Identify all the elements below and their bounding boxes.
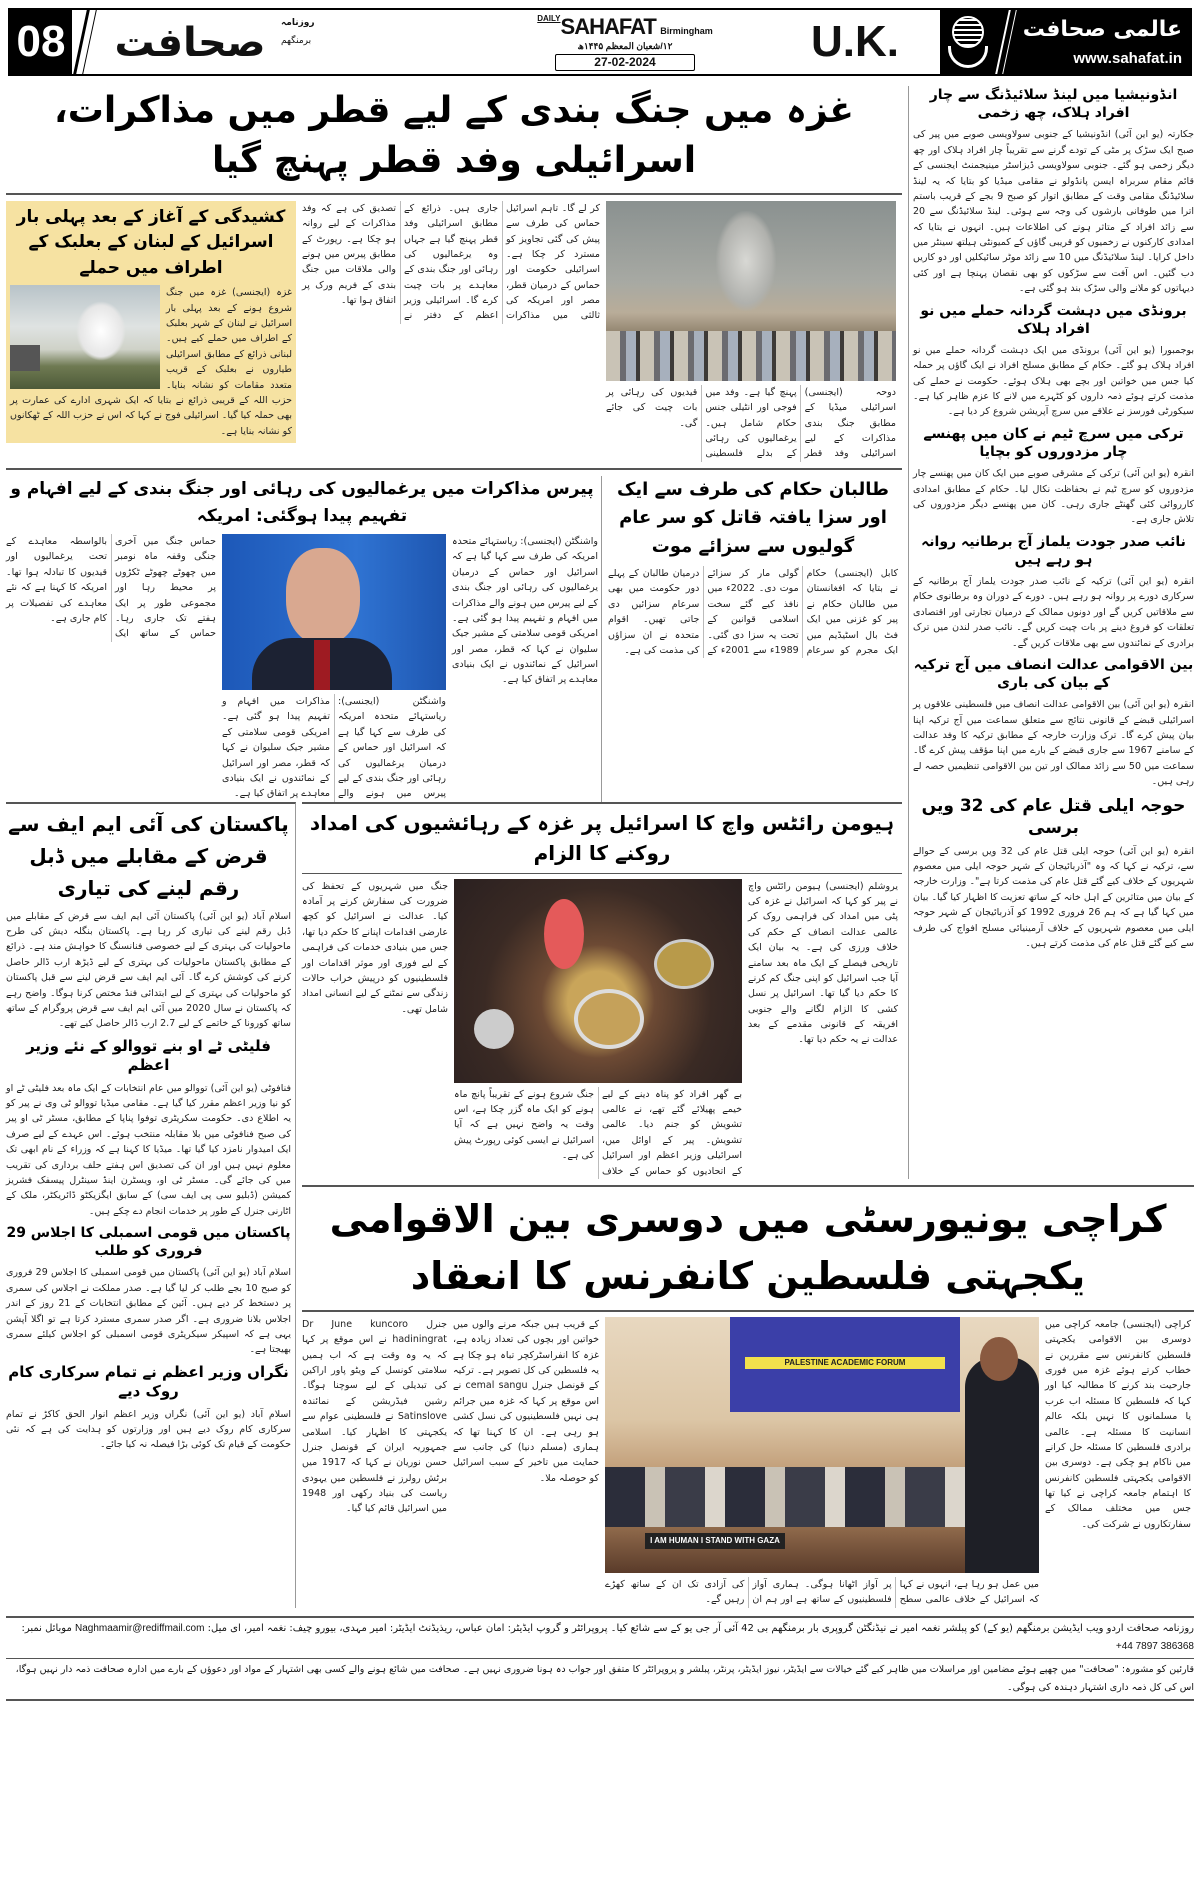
hrw-headline: ہیومن رائٹس واچ کا اسرائیل پر غزہ کے رہائشیوں کی امداد روکنے کا الزام [309, 810, 895, 865]
caretaker-headline: نگراں وزیر اعظم نے تمام سرکاری کام روک دیے [8, 1362, 289, 1401]
tuvalu-body: فنافوٹی (یو این آئی) تووالو میں عام انتخابات کے ایک ماہ بعد فلیٹی ٹے او کو نیا وزیر اعظم مقرر کیا گیا ہے۔ مقامی میڈیا تووالو ٹی وی نے پیر کو یہ اطلاع دی۔ حکومت سکریٹری توفوا پناپا کے مطابق، مسٹر ٹی او پیر کی صبح فنافوٹی میں بلا مقابلہ منتخب ہوئے۔ اس عہدے کے لیے صرف ایک امیدوار نامزد کیا گیا تھا۔ میڈیا کا کہنا ہے کہ وزراء کے نام ابھی تک معلوم نہیں ہیں اور ان کی تصدیق اس ہفتے حلف برداری کی تقریب میں کی جائے گی۔ مسٹر ٹی او، ویسٹرن اینڈ سینٹرل پیسفک فشریز کمیشن (ڈبلیو سی پی ایف سی) کے سابق ایگزیکٹو ڈائریکٹر، ملک کے اٹارنی جنرل کے طور پر خدمات انجام دے چکے ہیں۔ [6, 1082, 291, 1217]
article-body: بوجمبورا (یو این آئی) برونڈی میں ایک دہشت گردانہ حملے میں نو افراد ہلاک ہو گئے۔ حکام کے مطابق مسلح افراد نے ایک گاؤں پر حملہ کیا جس میں خواتین اور بچے بھی ہلاک ہوئے۔ حکومت نے حملے کی مذمت کرتے ہوئے ذمہ داروں کو کٹہرے میں لانے کا عزم ظاہر کیا ہے۔ سیکورٹی فورسز نے علاقے میں سرچ آپریشن شروع کر دیا ہے۔ [913, 344, 1194, 418]
article-body: جکارتہ (یو این آئی) انڈونیشیا کے جنوبی سولاویسی صوبے میں پیر کی صبح ایک سڑک پر مٹی کے تودے گرنے سے تقریباً چار افراد ہلاک اور چھ دیگر زخمی ہو گئے۔ جنوبی سولاویسی ڈیزاسٹر مینیجمنٹ ایجنسی کے قائم مقام سربراہ ایسن پانڈولو نے مقامی میڈیا کو بتایا کہ یہ لینڈ سلائیڈنگ مقامی وقت کے مطابق اتوار کو صبح 9 بجے کے قریب باستم اترا میں طوفانی بارشوں کی وجہ سے ہوئی۔ لینڈ سلائیڈنگ سے 20 سے زائد افراد کے متاثر ہونے کی اطلاعات ہیں۔ انہوں نے بتایا کہ امدادی کارکنوں نے زخمیوں کو قریبی گاؤں کے کمیونٹی ہیلتھ سینٹر میں داخل کرایا۔ لینڈ سلائیڈنگ میں 10 سے زائد موٹر سائیکلیں اور دو کاریں دب گئیں۔ اس آفت سے سڑکوں کو بھی نقصان پہنچا ہے اور کئی دیہاتوں کو ملانے والی سڑک بند ہو گئی ہے۔ [913, 129, 1194, 295]
divider [302, 873, 902, 874]
sullivan-photo [222, 534, 446, 690]
footer [6, 1616, 1194, 1701]
podium-text: I AM HUMAN I STAND WITH GAZA [645, 1533, 785, 1549]
hrw-columns [302, 879, 902, 1179]
email-link[interactable]: Naghmaamir@rediffmail.com [75, 1622, 205, 1634]
slash-decoration-right [995, 10, 1017, 74]
banner-text: PALESTINE ACADEMIC FORUM [745, 1357, 945, 1369]
main-story-body-2: دوحہ (ایجنسی) اسرائیلی میڈیا کے مطابق جنگ بندی مذاکرات کے لیے اسرائیلی وفد قطر پہنچ گیا ہے۔ وفد میں فوجی اور انٹیلی جنس حکام شامل ہیں۔ یرغمالیوں کی رہائی کے بدلے فلسطینی قیدیوں کی رہائی پر بات چیت کی جائے گی۔ [606, 386, 896, 460]
newspaper-page [6, 86, 1194, 1608]
edition-label: U.K. [811, 17, 899, 66]
karachi-headline: کراچی یونیورسٹی میں دوسری بین الاقوامی یکجہتی فلسطین کانفرنس کا انعقاد [329, 1196, 1167, 1298]
assembly-body: اسلام آباد (یو این آئی) پاکستان میں قومی اسمبلی کا اجلاس 29 فروری کو صبح 10 بجے طلب کر لیا گیا ہے۔ صدر مملکت نے اجلاس کی سمری پر دستخط کر دیے ہیں۔ آئین کے مطابق انتخابات کے 21 روز کے اندر اجلاس بلانا ضروری ہے۔ اگر صدر سمری مسترد کرتا ہے تو اگلا آپشن یہی ہے کہ اسپیکر سیکریٹری قومی اسمبلی کو اجلاس کیلئے سمری بھیجتا ہے۔ [6, 1267, 291, 1356]
imf-headline: پاکستان کی آئی ایم ایف سے قرض کے مقابلے میں ڈبل رقم لینے کی تیاری [8, 811, 289, 900]
hrw-body-right: یروشلم (ایجنسی) ہیومن رائٹس واچ نے پیر کو کہا کہ اسرائیل نے غزہ کی پٹی میں امداد کی فراہمی روک کر عالمی عدالت انصاف کے حکم کی خلاف ورزی کی ہے۔ یہ بیان ایک تاریخی فیصلے کے ایک ماہ بعد سامنے آیا جب اسرائیل کو اپنی جنگ کم کرنے کا حکم دیا گیا تھا۔ اسرائیل پر نسل کشی کا الزام لگانے والے جنوبی افریقہ کے قانونی مقدمے کے بعد عدالت نے یہ حکم دیا تھا۔ [748, 880, 898, 1046]
hrw-story [302, 802, 902, 1179]
hijri-date: ۱۲/شعبان المعظم ۱۴۴۵ھ [577, 41, 673, 51]
article-body: انقرہ (یو این آئی) ترکی کے مشرقی صوبے میں ایک کان میں پھنسے چار مزدوروں کو سرچ ٹیم نے بحفاظت نکال لیا۔ حکام کے مطابق امدادی کارروائی کئی گھنٹے جاری رہی۔ کان میں پھنسے دیگر مزدوروں کی تلاش جاری ہے۔ [913, 468, 1194, 526]
masthead-title: SAHAFAT [560, 14, 656, 39]
website-link[interactable]: www.sahafat.in [1073, 50, 1182, 67]
tuvalu-headline: فلیٹی ٹے او بنے تووالو کے نئے وزیر اعظم [26, 1036, 271, 1075]
row-one [6, 201, 902, 462]
article-body: انقرہ (یو این آئی) حوجہ ایلی قتل عام کی 32 ویں برسی کے حوالے سے، ترکیہ نے کہا کہ وہ "آذربائیجان کے شہر حوجہ ایلی میں معصوم شہریوں کے خلاف کیے گئے قتل عام کی مذمت کرتا ہے"۔ وزارت خارجہ کے بیان میں متاثرین کے اہل خانہ کے ساتھ تعزیت کا اظہار کیا گیا۔ بیان میں کہا گیا ہے کہ ہم 26 فروری 1992 کو آذربائیجان کے شہر حوجہ ایلی میں معصوم شہریوں کے خلاف آرمینیائی مسلح افواج کی طرف سے کیے گئے قتل عام کی مذمت کرتے ہیں۔ [913, 845, 1195, 949]
karachi-body-left: جنرل Dr June kuncoro hadiningrat نے اس موقع پر کہا کہ یہ وہ وقت ہے کہ اب ہمیں سلامتی کونسل کے ویٹو پاور اراکین کی تبدیلی کے لیے سوچنا ہوگا۔ رشین فیڈریشن کے نمائندہ Satinslove نے فلسطینی عوام سے یکجہتی کا اظہار کیا۔ اسلامی جمہوریہ ایران کے قونصل جنرل حسن نوریان نے کہا کہ 1917 میں برٹش رولرز نے فلسطین میں یہودی ریاست کی بنیاد رکھی اور 1948 میں اسرائیل قائم کیا گیا۔ [302, 1318, 448, 1515]
assembly-headline: پاکستان میں قومی اسمبلی کا اجلاس 29 فروری کو طلب [6, 1225, 291, 1260]
imf-body: اسلام آباد (یو این آئی) پاکستان آئی ایم ایف سے قرض کے مقابلے میں ڈبل رقم لینے کی تیاری کر رہا ہے۔ پاکستان بنگلہ دیش کی طرح ماحولیات کی بہتری کے لیے خصوصی فنانسنگ کا خواہش مند ہے۔ ذرائع کے مطابق پاکستان ماحولیات کی بہتری کے لیے ڈیڑھ ارب ڈالر حاصل کرنے کی کوشش کرے گا۔ آئی ایم ایف سے قرض لینے سے قبل پاکستان کو ماحولیات کی بہتری کے لیے ابتدائی فنڈ مختص کرنا ہوگا۔ واضح رہے کہ پاکستان نے سال 2020 میں آئی ایم ایف سے قرض پروگرام کے ساتھ ساتھ کورونا کے خاتمے کے لیے 2.7 ارب ڈالر حاصل کیے تھے۔ [6, 910, 291, 1030]
daily-label: DAILY [537, 14, 561, 23]
left-column [6, 802, 296, 1608]
top-section [6, 86, 902, 802]
leaf-icon [948, 46, 988, 68]
right-column [908, 86, 1194, 1179]
paris-body-left: حماس جنگ میں آخری جنگی وقفہ ماہ نومبر میں چھوٹے چھوٹے ٹکڑوں پر محیط رہا اور مجموعی طور پر ایک ہفتے تک جاری رہا۔ حماس کے ساتھ ایک بالواسطہ معاہدے کے تحت یرغمالیوں اور قیدیوں کا تبادلہ ہوا تھا۔ امریکہ کا کہنا ہے کہ نئے معاہدے کی تفصیلات پر کام جاری ہے۔ [6, 536, 216, 640]
footer-disclaimer: قارئین کو مشورہ: "صحافت" میں چھپے ہوئے مضامین اور مراسلات میں ظاہر کیے گئے خیالات سے ایڈیٹر، نیوز ایڈیٹر، پرنٹر، پبلشر و پروپرائٹر کا متفق اور جواب دہ ہونا ضروری نہیں ہے۔ صحافت میں شائع ہونے والے کسی بھی اشتہار کے مواد اور دعوؤں کے بارے میں ادارہ صحافت ذمہ دار نہیں ہوگا، اس کی کل ذمہ داری اشتہار دہندہ کی ہوگی۔ [15, 1663, 1194, 1693]
brand-box [940, 10, 1190, 74]
lebanon-box [6, 201, 296, 443]
conference-photo [605, 1317, 1039, 1573]
brand-urdu: عالمی صحافت [1022, 17, 1182, 42]
logo-text: صحافت [114, 20, 266, 66]
paris-story [6, 476, 602, 802]
issue-date: 27-02-2024 [555, 54, 695, 71]
hrw-photo-block [454, 879, 742, 1179]
article-body: انقرہ (یو این آئی) ترکیہ کے نائب صدر جودت یلماز آج برطانیہ کے سرکاری دورے پر روانہ ہو رہے ہیں۔ دورے کے دوران وہ برطانوی حکام سے ملاقاتیں کریں گے اور دونوں ممالک کے درمیان تجارتی اور اقتصادی تعلقات کو فروغ دینے پر بات چیت کریں گے۔ نائب صدر لندن میں ترک برادری کے نمائندوں سے بھی ملاقات کریں گے۔ [913, 576, 1194, 649]
phone-number: +44 7897 386368 [1115, 1640, 1194, 1652]
karachi-photo-block [605, 1317, 1039, 1608]
divider [302, 1310, 1194, 1312]
masthead-city: Birmingham [660, 26, 713, 36]
row-two [6, 476, 902, 802]
gaza-photo-block [606, 201, 896, 462]
karachi-columns [302, 1317, 1194, 1608]
article-headline: برونڈی میں دہشت گردانہ حملے میں نو افراد ہلاک [920, 302, 1187, 337]
article-headline: انڈونیشیا میں لینڈ سلائیڈنگ سے چار افراد ہلاک، چھ زخمی [929, 87, 1178, 122]
lebanon-headline: کشیدگی کے آغاز کے بعد پہلی بار اسرائیل کے لبنان کے بعلبک کے اطراف میں حملے [16, 206, 286, 278]
karachi-body-right: کراچی (ایجنسی) جامعہ کراچی میں دوسری بین الاقوامی یکجہتی فلسطین کانفرنس سے مقررین نے خطاب کرتے ہوئے غزہ میں فوری جارحیت بند کرنے کا مطالبہ کیا اور کہا کہ فلسطین کا مسئلہ اب عرب یا مسلمانوں کا نہیں بلکہ عالم انسانیت کا مسئلہ ہے۔ عالمی برادری فلسطین کا مسئلہ حل کرانے میں ناکام ہو چکی ہے۔ دوسری بین الاقوامی یکجہتی فلسطین کانفرنس کا اہتمام جامعہ کراچی نے کیا تھا جس میں مختلف ممالک کے سفارتکاروں نے شرکت کی۔ [1045, 1318, 1191, 1530]
article-headline: نائب صدر جودت یلماز آج برطانیہ روانہ ہو رہے ہیں [921, 533, 1186, 568]
paris-photo-block [222, 534, 446, 802]
sahafat-logo [105, 12, 335, 72]
article-headline: ترکی میں سرچ ٹیم نے کان میں پھنسے چار مزدوروں کو بچایا [923, 425, 1184, 460]
karachi-story [302, 1185, 1194, 1608]
food-aid-photo [454, 879, 742, 1083]
article-body: انقرہ (یو این آئی) بین الاقوامی عدالت انصاف میں فلسطینی علاقوں پر اسرائیلی قبضے کے قانونی نتائج سے متعلق سماعت میں آج ترکیہ اپنا بیان پیش کرے گا۔ ترک وزارت خارجہ کے مطابق ترکیہ کا وفد عدالت کے سامنے 1967 سے جاری قبضے کے بارے میں اپنا مؤقف پیش کرے گا۔ سماعت میں 50 سے زائد ممالک اور تین بین الاقوامی تنظیمیں حصہ لے رہی ہیں۔ [913, 699, 1194, 788]
article-headline: حوجہ ایلی قتل عام کی 32 ویں برسی [921, 795, 1186, 838]
logo-roznama: روزنامہ [281, 18, 315, 28]
masthead-center [500, 14, 750, 71]
masthead-area [0, 0, 1200, 80]
taliban-body: کابل (ایجنسی) حکام نے بتایا کہ افغانستان میں طالبان حکام نے پیر کو غزنی میں ایک فٹ بال اسٹیڈیم میں ایک مجرم کو سرعام گولی مار کر سزائے موت دی۔ 2022ء میں نافذ کیے گئے سخت اسلامی قوانین کے تحت یہ سزا دی گئی۔ 1989ء سے 2001ء کے درمیان طالبان کے پہلے دور حکومت میں بھی سرعام سزائیں دی جاتی تھیں۔ اقوام متحدہ نے ان سزاؤں کی مذمت کی ہے۔ [608, 568, 898, 656]
hrw-body-left: جنگ میں شہریوں کے تحفظ کی ضرورت کی سفارش کرنے پر آمادہ کیا۔ عدالت نے اسرائیل کو کچھ عارضی اقدامات اپنانے کا حکم دیا تھا، جس میں بنیادی خدمات کی فراہمی کے لیے فوری اور موثر اقدامات اور فلسطینیوں کو درپیش خراب حالات زندگی سے نمٹنے کے لیے انسانی امداد شامل تھی۔ [302, 880, 448, 1015]
taliban-headline: طالبان حکام کی طرف سے ایک اور سزا یافتہ قاتل کو سر عام گولیوں سے سزائے موت [616, 478, 889, 558]
globe-plant-icon [952, 16, 984, 48]
paris-body-bottom: واشنگٹن (ایجنسی): ریاستہائے متحدہ امریکہ کی طرف سے کہا گیا ہے کہ اسرائیل اور حماس کے درمیان یرغمالیوں کی رہائی اور جنگ بندی کے لیے پیرس میں ہونے والے مذاکرات میں افہام و تفہیم پیدا ہو گئی ہے۔ امریکی قومی سلامتی کے مشیر جیک سلیوان نے کہا کہ قطر، مصر اور اسرائیل کے نمائندوں نے ایک بنیادی معاہدے پر اتفاق کیا ہے۔ [222, 696, 446, 800]
divider [6, 468, 902, 470]
paris-columns [6, 534, 598, 802]
taliban-story [608, 476, 898, 659]
paris-headline: پیرس مذاکرات میں یرغمالیوں کی رہائی اور جنگ بندی کے لیے افہام و تفہیم پیدا ہوگئی: امریکہ [10, 478, 594, 526]
page-number-box: 08 [10, 10, 72, 74]
main-headline: غزہ میں جنگ بندی کے لیے قطر میں مذاکرات، اسرائیلی وفد قطر پہنچ گیا [54, 90, 854, 182]
imprint-text: روزنامہ صحافت اردو ویب ایڈیشن برمنگھم (یو کے) کو پبلشر نغمہ امیر نے نیڈنگٹن گروپری بار برمنگھم بی 42 آئی آر جی یو کے سے شائع کیا۔ پروپرائٹر و گروپ ایڈیٹر: امان عباس، ریذیڈنٹ ایڈیٹر: امیر مہدی، بیورو چیف: نغمہ امیر، ای میل: [207, 1622, 1194, 1634]
karachi-body-bottom: میں عمل ہو رہا ہے، انہوں نے کہا کہ اسرائیل کے خلاف عالمی سطح پر آواز اٹھانا ہوگی۔ ہماری آواز فلسطینیوں کے ساتھ ہے اور ہم ان کی آزادی تک ان کے ساتھ کھڑے رہیں گے۔ [605, 1578, 1039, 1606]
phone-label: موبائل نمبر: [21, 1622, 72, 1634]
lebanon-photo [10, 285, 160, 389]
hrw-body-bottom: بے گھر افراد کو پناہ دینے کے لیے خیمے پھیلائے گئے تھے، نے عالمی تشویش کو جنم دیا۔ عالمی تشویش۔ پیر کے اوائل میں، اسرائیلی وزیر اعظم اور اسرائیل کے اتحادیوں کو حماس کے خلاف جنگ شروع ہونے کے تقریباً پانچ ماہ ہونے کو ایک ماہ گزر چکا ہے، اس وقت یہ واضح نہیں ہے کہ آیا اسرائیل نے ایسی کوئی رپورٹ پیش کی ہے۔ [454, 1088, 742, 1177]
main-story-body: کر لے گا۔ تاہم اسرائیل حماس کی طرف سے پیش کی گئی تجاویز کو مسترد کر چکا ہے۔ اسرائیلی حکومت اور حماس کے درمیان قطر، مصر اور امریکہ کی ثالثی میں مذاکرات جاری ہیں۔ ذرائع کے مطابق اسرائیلی وفد قطر پہنچ گیا ہے جہاں وہ یرغمالیوں کی رہائی اور جنگ بندی کے معاہدے پر بات چیت کرے گا۔ اسرائیلی وزیر اعظم کے دفتر نے تصدیق کی ہے کہ وفد مذاکرات کے لیے روانہ ہو چکا ہے۔ رپورٹ کے مطابق پیرس میں ہونے والی ملاقات میں جنگ بندی کے فریم ورک پر اتفاق ہوا تھا۔ [302, 202, 600, 322]
divider [6, 193, 902, 195]
footer-imprint [6, 1618, 1194, 1659]
paris-body-right: واشنگٹن (ایجنسی): ریاستہائے متحدہ امریکہ کی طرف سے کہا گیا ہے کہ اسرائیل اور حماس کے درمیان یرغمالیوں کی رہائی اور جنگ بندی کے لیے پیرس میں ہونے والے مذاکرات میں افہام و تفہیم پیدا ہو گئی ہے۔ امریکی قومی سلامتی کے مشیر جیک سلیوان نے کہا کہ قطر، مصر اور اسرائیل کے نمائندوں نے ایک بنیادی معاہدے پر اتفاق کیا ہے۔ [451, 536, 598, 686]
lebanon-body: غزہ (ایجنسی) غزہ میں جنگ شروع ہونے کے بعد پہلی بار اسرائیل نے لبنان کے شہر بعلبک کے اطراف میں حملے کیے ہیں۔ لبنانی ذرائع کے مطابق اسرائیلی طیاروں نے بعلبک کے قریب متعدد مقامات کو نشانہ بنایا۔ حزب اللہ کے قریبی ذرائع نے بتایا کہ ایک شہری ادارے کی عمارت پر بھی حملہ کیا گیا۔ اسرائیلی فوج نے کہا کہ اس نے حزب اللہ کے ٹھکانوں کو نشانہ بنایا ہے۔ [10, 287, 292, 437]
caretaker-body: اسلام آباد (یو این آئی) نگراں وزیر اعظم انوار الحق کاکڑ نے تمام سرکاری کام روک دیے ہیں اور وزارتوں کو ہدایت کی ہے کہ نئی حکومت کے قیام تک کوئی بڑا فیصلہ نہ کیا جائے۔ [6, 1408, 291, 1451]
gaza-photo [606, 201, 896, 381]
karachi-body-mid: کے قریب ہیں جبکہ مرنے والوں میں خواتین اور بچوں کی تعداد زیادہ ہے، غزہ کا انفراسٹرکچر تباہ ہو چکا ہے یہ فلسطین کی کل تصویر ہے۔ ترکیہ کے قونصل جنرل cemal sangu نے اس موقع پر کہا کہ غزہ میں جرائم ہی نہیں فلسطینیوں کی نسل کشی ہو رہی ہے۔ ان کا کہنا تھا کہ ہماری (مسلم دنیا) کی جانب سے حمایت میں تاخیر کے سبب اسرائیل کو حوصلہ ملا۔ [453, 1318, 600, 1484]
article-headline: بین الاقوامی عدالت انصاف میں آج ترکیہ کے بیان کی باری [913, 656, 1194, 692]
logo-city: برمنگھم [281, 36, 312, 46]
